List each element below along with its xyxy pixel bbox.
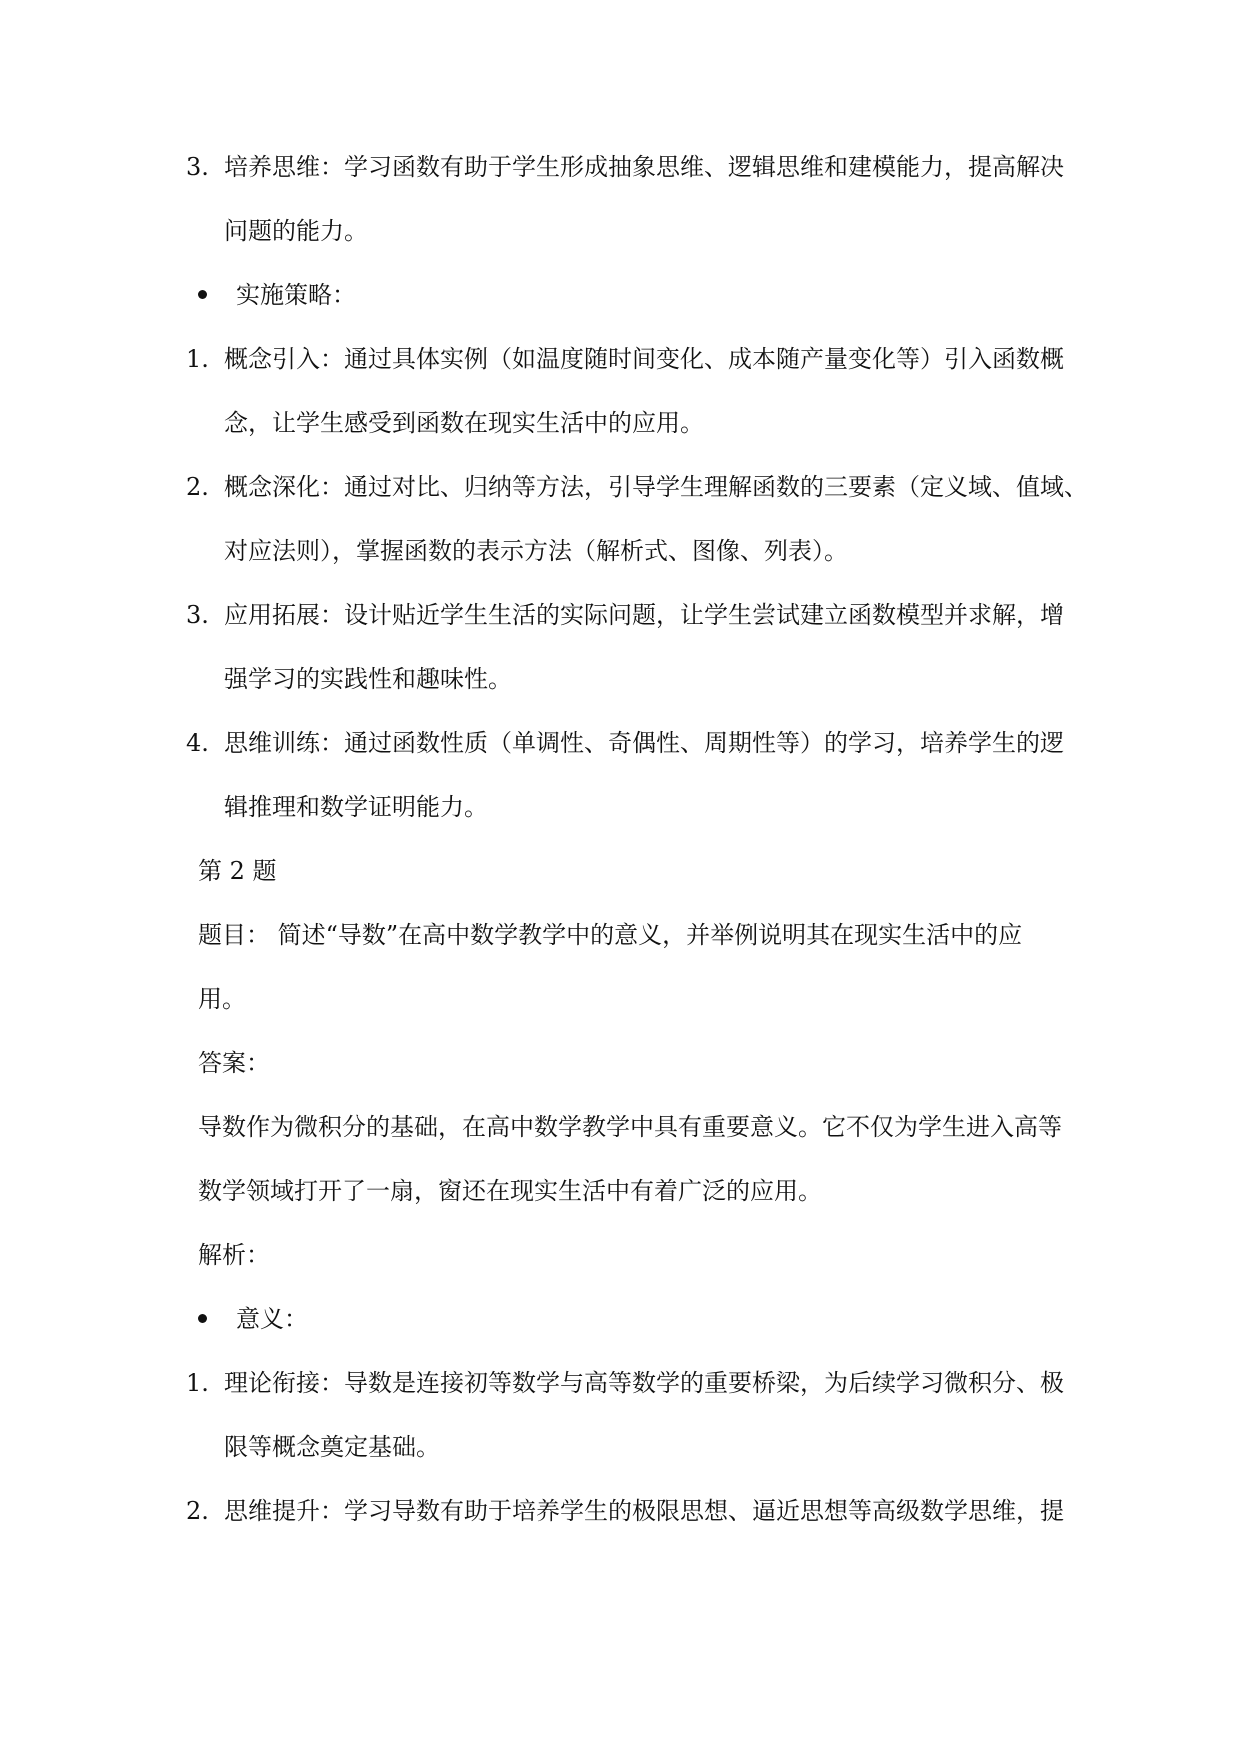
analysis-label: 解析： [198,1241,270,1269]
list-item-text: 思维训练：通过函数性质（单调性、奇偶性、周期性等）的学习，培养学生的逻 [224,729,1064,757]
question-text: 题目： 简述“导数”在高中数学教学中的意义，并举例说明其在现实生活中的应 [198,921,1023,949]
list-item-text: 强学习的实践性和趣味性。 [224,665,512,693]
answer-text: 导数作为微积分的基础，在高中数学教学中具有重要意义。它不仅为学生进入高等 [198,1113,1062,1141]
list-item-text: 理论衔接：导数是连接初等数学与高等数学的重要桥梁，为后续学习微积分、极 [224,1369,1064,1397]
list-item-text: 思维提升：学习导数有助于培养学生的极限思想、逼近思想等高级数学思维，提 [224,1497,1064,1525]
answer-text: 数学领域打开了一扇，窗还在现实生活中有着广泛的应用。 [198,1177,822,1205]
bullet-icon [198,1314,207,1323]
list-item-text: 应用拓展：设计贴近学生生活的实际问题，让学生尝试建立函数模型并求解，增 [224,601,1064,629]
bullet-text: 意义： [236,1305,308,1333]
list-item-text: 限等概念奠定基础。 [224,1433,440,1461]
list-item-text: 概念引入：通过具体实例（如温度随时间变化、成本随产量变化等）引入函数概 [224,345,1064,373]
list-item-text: 念，让学生感受到函数在现实生活中的应用。 [224,409,704,437]
list-number: 2. [186,1497,209,1525]
list-item-text: 概念深化：通过对比、归纳等方法，引导学生理解函数的三要素（定义域、值域、 [224,473,1088,501]
question-heading: 第 2 题 [198,857,277,885]
list-number: 2. [186,473,209,501]
list-number: 1. [186,345,209,373]
list-number: 3. [186,601,209,629]
list-number: 3. [186,153,209,181]
bullet-icon [198,290,207,299]
list-item-text: 辑推理和数学证明能力。 [224,793,488,821]
list-number: 1. [186,1369,209,1397]
list-item-text: 培养思维：学习函数有助于学生形成抽象思维、逻辑思维和建模能力，提高解决 [224,153,1064,181]
list-item-text: 对应法则），掌握函数的表示方法（解析式、图像、列表）。 [224,537,848,565]
question-text: 用。 [198,985,246,1013]
list-number: 4. [186,729,209,757]
bullet-text: 实施策略： [236,281,356,309]
list-item-text: 问题的能力。 [224,217,368,245]
answer-label: 答案： [198,1049,270,1077]
